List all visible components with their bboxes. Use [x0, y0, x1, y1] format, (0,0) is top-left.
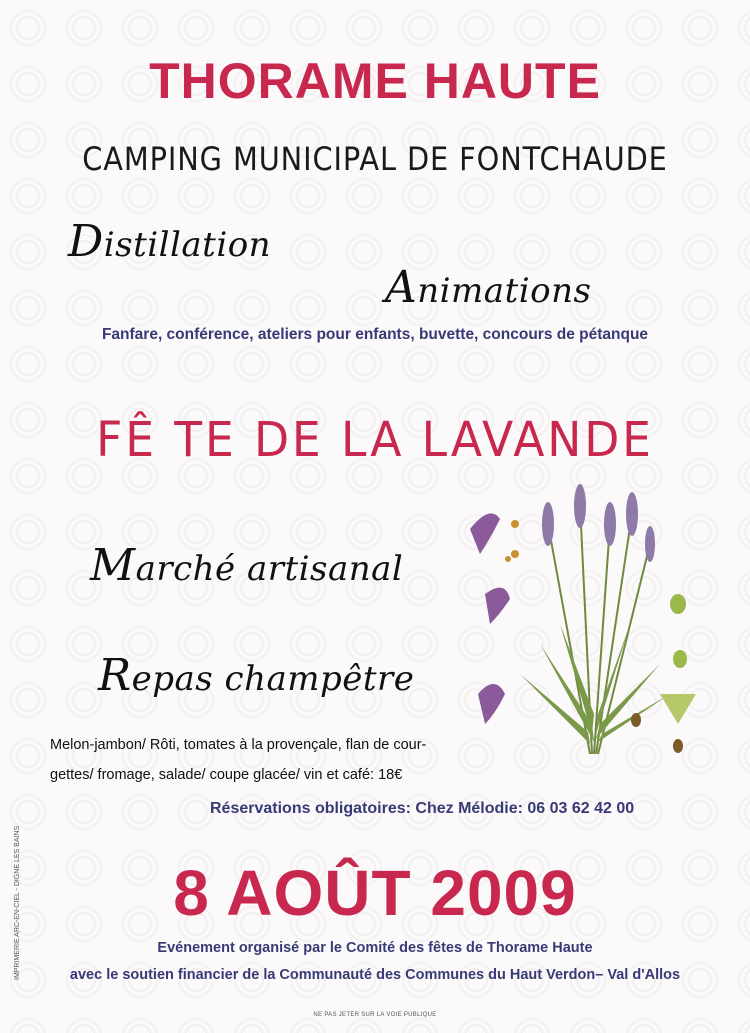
distillation-initial: D	[68, 216, 104, 267]
animations-rest: nimations	[417, 271, 592, 311]
printer-credit: IMPRIMERIE ARC-EN-CIEL - DIGNE LES BAINS	[14, 825, 21, 980]
distillation-rest: istillation	[103, 225, 272, 265]
poster-title: THORAME HAUTE	[149, 53, 601, 109]
lavender-illustration	[460, 484, 700, 774]
organizer-line: Evénement organisé par le Comité des fêtes de Thorame Haute	[157, 940, 593, 956]
event-date: 8 AOÛT 2009	[173, 857, 577, 929]
distillation-heading	[68, 216, 271, 267]
marche-initial: M	[90, 540, 136, 591]
sponsor-line: avec le soutien financier de la Communauté des Communes du Haut Verdon– Val d'Allos	[69, 967, 681, 983]
animations-initial: A	[385, 262, 418, 313]
menu-description	[50, 730, 450, 790]
reservation-info: Réservations obligatoires: Chez Mélodie: 06 03 62 42 00	[210, 800, 635, 817]
menu-line-1: Melon-jambon/ Rôti, tomates à la provençale, flan de cour-	[50, 737, 427, 753]
activities-list: Fanfare, conférence, ateliers pour enfants, buvette, concours de pétanque	[101, 326, 649, 343]
event-name: FÊ TE DE LA LAVANDE	[96, 412, 654, 468]
venue-subtitle: CAMPING MUNICIPAL DE FONTCHAUDE	[82, 140, 668, 178]
footer-notice: NE PAS JETER SUR LA VOIE PUBLIQUE	[313, 1012, 437, 1018]
repas-rest: epas champêtre	[131, 659, 415, 699]
repas-initial: R	[98, 650, 132, 701]
marche-heading	[90, 540, 403, 591]
repas-heading	[98, 650, 414, 701]
animations-heading	[385, 262, 591, 313]
marche-rest: arché artisanal	[135, 549, 404, 589]
menu-line-2: gettes/ fromage, salade/ coupe glacée/ vin et café: 18€	[50, 767, 403, 783]
